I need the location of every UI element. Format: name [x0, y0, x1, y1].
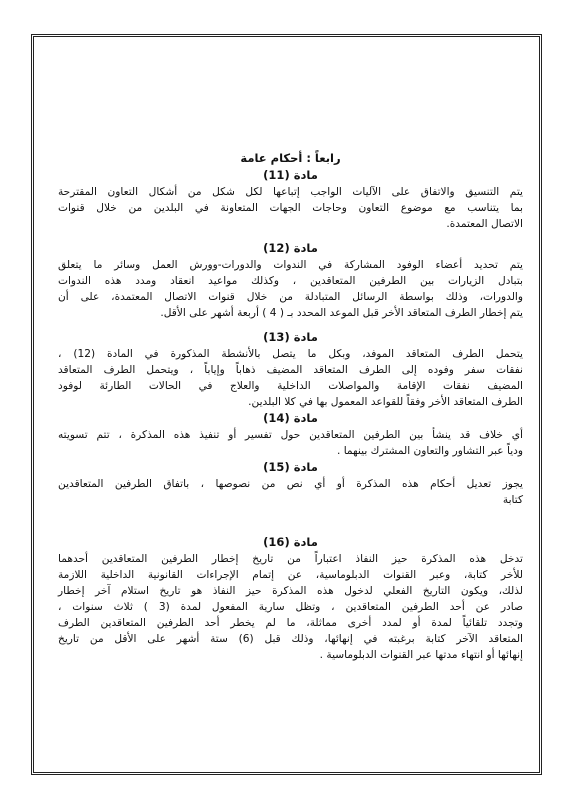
text-line: كتابة: [502, 494, 523, 506]
text-line: المتعاقد الآخر كتابة برغبته في إنهائها، وذلك قبل (6) ستة أشهر على الأقل من تاريخ: [58, 633, 524, 645]
article-title: مادة (11): [263, 168, 318, 182]
text-line: يتم تحديد أعضاء الوفود المشاركة في الندوات والدورات-وورش العمل وسائر ما يتعلق: [58, 259, 523, 271]
text-line: يتم التنسيق والاتفاق على الآليات الواجب إتباعها لكل شكل من أشكال التعاون المقترحة: [58, 186, 523, 198]
text-line: ودياً عبر التشاور والتعاون المشترك بينهما .: [336, 445, 523, 457]
text-line: أي خلاف قد ينشأ بين الطرفين المتعاقدين حول تفسير أو تنفيذ هذه المذكرة ، تتم تسويته: [58, 429, 523, 441]
text-line: يجوز تعديل أحكام هذه المذكرة أو أي نص من نصوصها ، باتفاق الطرفين المتعاقدين: [58, 478, 523, 490]
text-line: الطرف المتعاقد الأخر وفقاً للقواعد المعمول بها في كلا البلدين.: [248, 396, 523, 408]
text-line: المضيف نفقات الإقامة والمواصلات الداخلية والعلاج في الحالات الطارئة لوفود: [58, 380, 523, 392]
document-body: [58, 150, 523, 663]
text-line: نفقات سفر وفوده إلى الطرف المتعاقد المضيف ذهاباً وإياباً ، ويتحمل الطرف المتعاقد: [58, 364, 523, 376]
text-line: صادر عن أحد الطرفين المتعاقدين ، وتظل سارية المفعول لمدة (3 ) ثلاث سنوات ،: [58, 601, 523, 613]
article-title: مادة (15): [263, 460, 318, 474]
article-title: مادة (14): [263, 411, 318, 425]
article-13: [58, 329, 523, 410]
article-12: [58, 240, 523, 321]
text-line: يتحمل الطرف المتعاقد الموفد، وبكل ما يتصل بالأنشطة المذكورة في المادة (12) ،: [58, 348, 524, 360]
article-body: [58, 346, 523, 410]
article-14: [58, 410, 523, 459]
article-title: مادة (12): [263, 241, 318, 255]
article-16: [58, 534, 523, 663]
text-line: تدخل هذه المذكرة حيز النفاذ اعتباراً من تاريخ إخطار الطرفين المتعاقدين أحدهما: [58, 553, 523, 565]
article-title: مادة (13): [263, 330, 318, 344]
article-body: [58, 184, 523, 232]
article-body: [58, 476, 523, 508]
text-line: الاتصال المعتمدة.: [446, 218, 523, 230]
text-line: لذلك، ويكون التاريخ الفعلي لدخول هذه المذكرة حيز النفاذ هو تاريخ استلام آخر إخطار: [58, 585, 523, 597]
article-body: [58, 551, 523, 663]
article-11: [58, 167, 523, 232]
text-line: إنهائها أو انتهاء مدتها عبر القنوات الدبلوماسية .: [319, 649, 523, 661]
text-line: بتبادل الزيارات بين الطرفين المتعاقدين ، وكذلك مواعيد انعقاد ومدد هذه الندوات: [58, 275, 523, 287]
text-line: والدورات، وذلك بواسطة الرسائل المتبادلة من خلال قنوات الاتصال المعتمدة، على أن: [58, 291, 523, 303]
article-body: [58, 427, 523, 459]
text-line: وتجدد تلقائياً لمدة أو لمدد أخرى مماثلة، ما لم يخطر أحد الطرفين المتعاقدين الطرف: [58, 617, 523, 629]
text-line: يتم إخطار الطرف المتعاقد الأخر قبل الموعد المحدد بـ ( 4 ) أربعة أشهر على الأقل.: [160, 307, 523, 319]
section-title: رابعاً : أحكام عامة: [240, 151, 341, 165]
article-15: [58, 459, 523, 508]
text-line: بما يتناسب مع موضوع التعاون وحاجات الجهات المتعاونة في البلدين من خلال قنوات: [58, 202, 523, 214]
text-line: للأخر كتابة، وعبر القنوات الدبلوماسية، عن إتمام الإجراءات القانونية الداخلية اللازمة: [58, 569, 523, 581]
article-body: [58, 257, 523, 321]
article-title: مادة (16): [263, 535, 318, 549]
